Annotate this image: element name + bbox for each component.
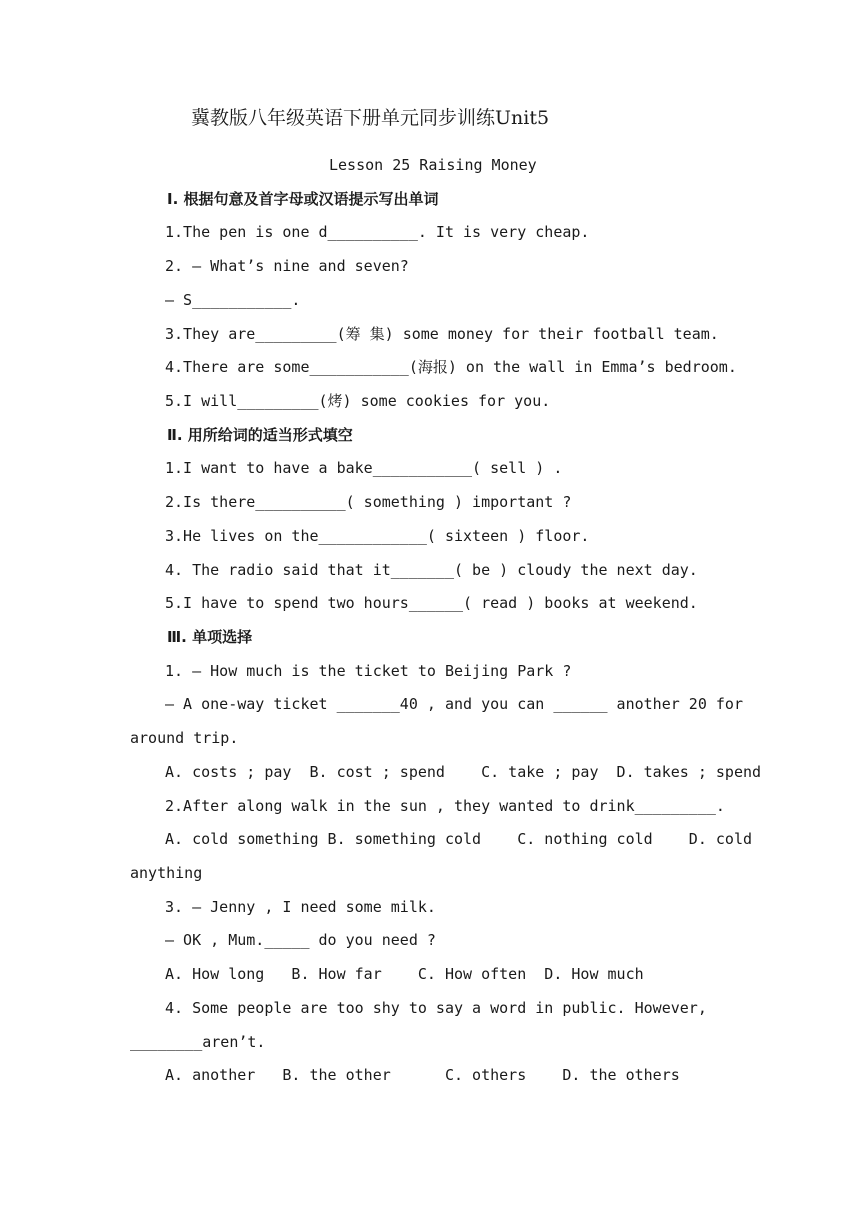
section-3-line-6: A. cold something B. something cold C. nothing cold D. cold xyxy=(165,830,752,848)
section-2-line-2: 2.Is there__________( something ) important ? xyxy=(165,493,572,511)
section-2-heading: Ⅱ. 用所给词的适当形式填空 xyxy=(167,426,353,444)
section-2-line-4: 4. The radio said that it_______( be ) cloudy the next day. xyxy=(165,561,698,579)
document-title: 冀教版八年级英语下册单元同步训练Unit5 xyxy=(191,107,550,129)
section-3-line-8: 3. — Jenny , I need some milk. xyxy=(165,898,436,916)
section-1-heading: Ⅰ. 根据句意及首字母或汉语提示写出单词 xyxy=(167,190,439,208)
section-1-line-1: 1.The pen is one d__________. It is very cheap. xyxy=(165,223,590,241)
section-3-line-5: 2.After along walk in the sun , they wanted to drink_________. xyxy=(165,797,725,815)
section-2-line-3: 3.He lives on the____________( sixteen ) floor. xyxy=(165,527,590,545)
section-3-heading: Ⅲ. 单项选择 xyxy=(167,628,253,646)
section-1-line-3: — S___________. xyxy=(165,291,301,309)
section-1-line-2: 2. — What’s nine and seven? xyxy=(165,257,409,275)
section-3-line-9: — OK , Mum._____ do you need ? xyxy=(165,931,436,949)
section-3-line-12: ________aren’t. xyxy=(130,1033,266,1051)
section-3-line-4: A. costs ; pay B. cost ; spend C. take ; pay D. takes ; spend xyxy=(165,763,762,781)
section-2-line-1: 1.I want to have a bake___________( sell ) . xyxy=(165,459,563,477)
section-1-line-5: 4.There are some___________(海报) on the wall in Emma’s bedroom. xyxy=(165,358,737,376)
section-3-line-11: 4. Some people are too shy to say a word in public. However, xyxy=(165,999,707,1017)
lesson-subtitle: Lesson 25 Raising Money xyxy=(329,156,537,174)
section-3-line-3: around trip. xyxy=(130,729,239,747)
section-3-line-10: A. How long B. How far C. How often D. How much xyxy=(165,965,644,983)
section-3-line-7: anything xyxy=(130,864,203,882)
section-2-line-5: 5.I have to spend two hours______( read ) books at weekend. xyxy=(165,594,698,612)
section-3-line-13: A. another B. the other C. others D. the others xyxy=(165,1066,680,1084)
section-1-line-6: 5.I will_________(烤) some cookies for you. xyxy=(165,392,551,410)
section-3-line-2: — A one-way ticket _______40 , and you can ______ another 20 for xyxy=(165,695,743,713)
section-1-line-4: 3.They are_________(筹 集) some money for their football team. xyxy=(165,325,719,343)
section-3-line-1: 1. — How much is the ticket to Beijing Park ? xyxy=(165,662,572,680)
